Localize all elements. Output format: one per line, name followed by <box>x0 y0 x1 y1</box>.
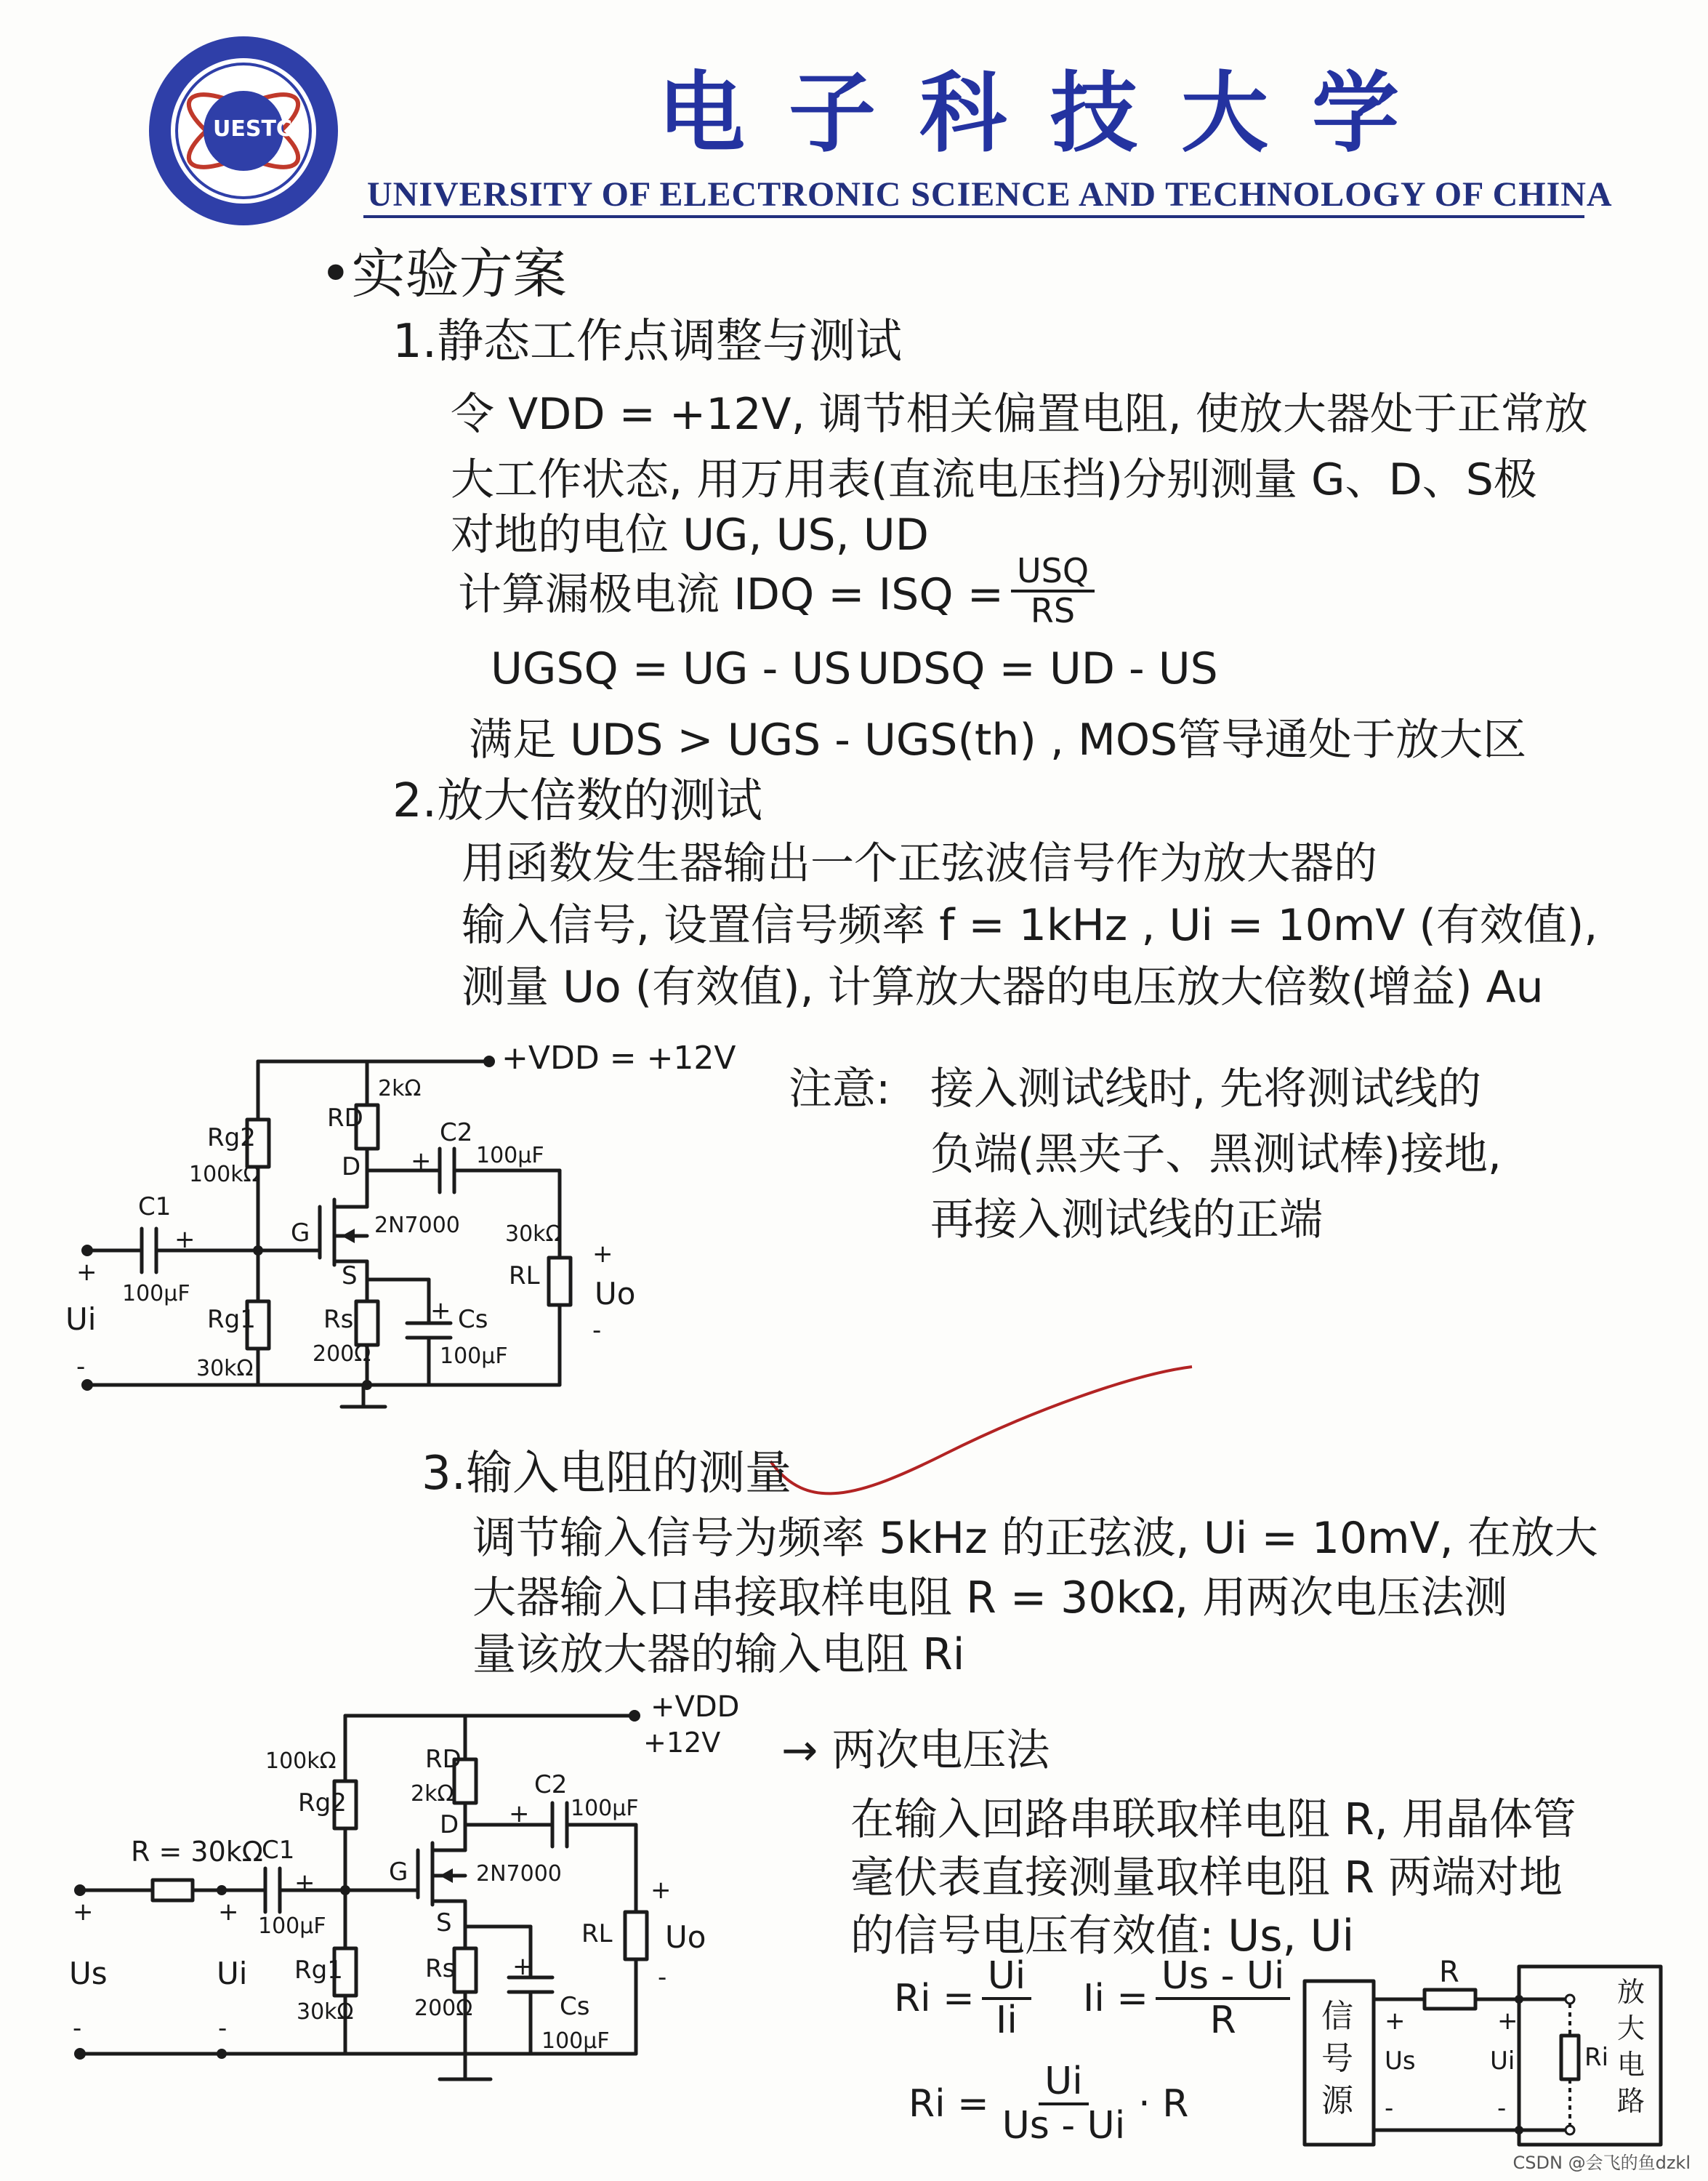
c1-cs-val: 100μF <box>440 1343 508 1369</box>
c2-c2-val: 100μF <box>571 1796 639 1821</box>
d3-ui-label: Ui <box>1490 2047 1515 2076</box>
university-title-en: UNIVERSITY OF ELECTRONIC SCIENCE AND TECHNOLOGY OF CHINA <box>367 175 1613 214</box>
part2-line2: 输入信号, 设置信号频率 f = 1kHz , Ui = 10mV (有效值), <box>462 900 1598 951</box>
c1-uo-label: Uo <box>595 1276 636 1312</box>
note-line1: 接入测试线时, 先将测试线的 <box>930 1064 1482 1114</box>
c1-rg1-val: 30kΩ <box>196 1356 254 1381</box>
c2-ui-label: Ui <box>217 1956 248 1991</box>
part2-line1: 用函数发生器输出一个正弦波信号作为放大器的 <box>462 838 1377 889</box>
d3-amp-label: 放大电路 <box>1617 1976 1645 2117</box>
c1-c1-val: 100μF <box>122 1281 190 1306</box>
formula-numerator: USQ <box>1011 553 1095 593</box>
c2-drain-label: D <box>440 1810 459 1839</box>
c1-rs-val: 200Ω <box>313 1341 371 1367</box>
d3-ri-label: Ri <box>1584 2043 1609 2072</box>
method-title: → 两次电压法 <box>781 1725 1050 1776</box>
c2-cs-plus: + <box>512 1952 533 1981</box>
part1-line2: 大工作状态, 用万用表(直流电压挡)分别测量 G、D、S极 <box>451 454 1537 505</box>
c2-vdd-label: +VDD <box>650 1690 740 1724</box>
part1-heading: 1.静态工作点调整与测试 <box>392 315 903 369</box>
formula-ri-den: Ii <box>996 1999 1018 2043</box>
c2-rs-val: 200Ω <box>414 1996 473 2021</box>
c1-rl-val: 30kΩ <box>505 1221 563 1247</box>
c2-cs-val: 100μF <box>541 2028 610 2054</box>
part3-heading: 3.输入电阻的测量 <box>422 1447 792 1501</box>
part1-line3: 对地的电位 UG, US, UD <box>451 510 929 561</box>
c2-cs-name: Cs <box>560 1992 590 2021</box>
c1-rs-name: Rs <box>323 1305 354 1334</box>
d3-us-plus: + <box>1385 2007 1406 2036</box>
c1-cs-name: Cs <box>458 1305 488 1334</box>
university-title-cn: 电子科技大学 <box>658 62 1443 164</box>
part1-line1: 令 VDD = +12V, 调节相关偏置电阻, 使放大器处于正常放 <box>451 389 1588 440</box>
c2-uo-label: Uo <box>665 1919 706 1955</box>
c1-rg2-name: Rg2 <box>207 1123 256 1152</box>
c1-uo-plus: + <box>592 1240 613 1269</box>
formula-ri-final-lhs: Ri = <box>909 2082 989 2126</box>
section-title: •实验方案 <box>320 243 567 305</box>
c2-c2-plus: + <box>509 1799 530 1828</box>
c2-us-label: Us <box>69 1956 108 1991</box>
seal-text: UESTC <box>213 116 292 142</box>
c1-source-label: S <box>342 1261 358 1290</box>
part1-condition: 满足 UDS > UGS - UGS(th) , MOS管导通处于放大区 <box>469 715 1527 766</box>
formula-ri-final-num: Ui <box>1039 2061 1089 2105</box>
c2-ui-minus: - <box>218 2014 227 2043</box>
note-line2: 负端(黑夹子、黑测试棒)接地, <box>930 1129 1502 1180</box>
c2-rg1-name: Rg1 <box>294 1956 343 1985</box>
c2-rd-val: 2kΩ <box>411 1781 454 1807</box>
c1-c1-name: C1 <box>138 1192 172 1221</box>
note-label: 注意: <box>789 1064 891 1114</box>
d3-r-label: R <box>1439 1956 1459 1989</box>
formula-ri-final-den: Us - Ui <box>1002 2104 1126 2148</box>
formula-ii-num: Us - Ui <box>1156 1956 1290 2000</box>
c2-transistor: 2N7000 <box>476 1861 562 1887</box>
c2-sample-r-label: R = 30kΩ <box>131 1836 263 1868</box>
c2-uo-minus: - <box>658 1963 667 1992</box>
formula-ri-lhs: Ri = <box>894 1977 975 2021</box>
part2-heading: 2.放大倍数的测试 <box>392 774 763 828</box>
c1-c2-name: C2 <box>440 1118 473 1147</box>
c1-vdd-label: +VDD = +12V <box>501 1040 736 1077</box>
c1-rl-name: RL <box>509 1261 540 1290</box>
c1-rg1-name: Rg1 <box>207 1305 256 1334</box>
part1-eq2: UDSQ = UD - US <box>858 643 1218 694</box>
d3-ui-minus: - <box>1497 2094 1507 2123</box>
d3-us-minus: - <box>1385 2094 1394 2123</box>
c1-c1-plus: + <box>174 1225 196 1254</box>
c2-vdd2-label: +12V <box>643 1727 721 1759</box>
c1-rd-name: RD <box>327 1104 363 1133</box>
watermark-footer: CSDN @会飞的鱼dzkl <box>1512 2153 1691 2173</box>
c2-rl-name: RL <box>581 1919 613 1948</box>
c2-rg2-name: Rg2 <box>298 1788 347 1818</box>
c2-c2-name: C2 <box>534 1770 568 1799</box>
formula-ri-final-tail: · R <box>1138 2082 1189 2126</box>
c2-rs-name: Rs <box>425 1954 456 1983</box>
c1-gate-label: G <box>291 1218 310 1248</box>
c1-uo-minus: - <box>592 1316 602 1345</box>
c2-c1-name: C1 <box>262 1836 295 1865</box>
c2-c1-plus: + <box>294 1868 315 1897</box>
c1-cs-plus: + <box>430 1296 451 1325</box>
d3-ui-plus: + <box>1497 2007 1518 2036</box>
r-resistor <box>1425 1990 1475 2009</box>
c2-gate-label: G <box>389 1857 408 1887</box>
formula-ii-lhs: Ii = <box>1083 1977 1148 2021</box>
c2-source-label: S <box>436 1908 452 1937</box>
c1-ui-label: Ui <box>65 1301 97 1337</box>
c2-c1-val: 100μF <box>258 1913 326 1939</box>
formula-denominator: RS <box>1030 590 1076 630</box>
formula-ri-num: Ui <box>982 1956 1032 2000</box>
c2-ui-plus: + <box>218 1897 239 1927</box>
method-line1: 在输入回路串联取样电阻 R, 用晶体管 <box>850 1794 1576 1845</box>
c1-c2-plus: + <box>411 1146 432 1176</box>
part3-line2: 大器输入口串接取样电阻 R = 30kΩ, 用两次电压法测 <box>472 1573 1508 1623</box>
part1-eq1: UGSQ = UG - US <box>491 643 852 694</box>
c1-c2-val: 100μF <box>476 1143 544 1168</box>
c1-ui-minus: - <box>76 1352 86 1381</box>
note-line3: 再接入测试线的正端 <box>930 1194 1323 1245</box>
c1-ui-plus: + <box>76 1258 97 1287</box>
part2-line3: 测量 Uo (有效值), 计算放大器的电压放大倍数(增益) Au <box>462 962 1544 1013</box>
c1-rg2-val: 100kΩ <box>189 1162 260 1187</box>
c2-rg2-val: 100kΩ <box>265 1748 337 1774</box>
ri-resistor <box>1561 2036 1579 2079</box>
c1-transistor: 2N7000 <box>374 1213 460 1238</box>
c2-rd-name: RD <box>425 1745 462 1774</box>
method-line2: 毫伏表直接测量取样电阻 R 两端对地 <box>850 1852 1563 1903</box>
d3-source-label: 信号源 <box>1321 1998 1353 2119</box>
c1-drain-label: D <box>342 1152 361 1181</box>
c1-rd-val: 2kΩ <box>378 1076 422 1101</box>
formula-ii-den: R <box>1209 1999 1236 2043</box>
c2-rg1-val: 30kΩ <box>297 1999 354 2025</box>
seal-year: 1956 <box>222 174 262 193</box>
c2-us-plus: + <box>73 1897 94 1927</box>
c2-us-minus: - <box>73 2014 82 2043</box>
c2-uo-plus: + <box>650 1876 672 1905</box>
formula-prefix: 计算漏极电流 IDQ = ISQ = <box>458 569 1004 620</box>
d3-us-label: Us <box>1385 2047 1416 2076</box>
part3-line3: 量该放大器的输入电阻 Ri <box>472 1629 965 1680</box>
method-line3: 的信号电压有效值: Us, Ui <box>850 1911 1355 1961</box>
part3-line1: 调节输入信号为频率 5kHz 的正弦波, Ui = 10mV, 在放大 <box>472 1513 1598 1564</box>
